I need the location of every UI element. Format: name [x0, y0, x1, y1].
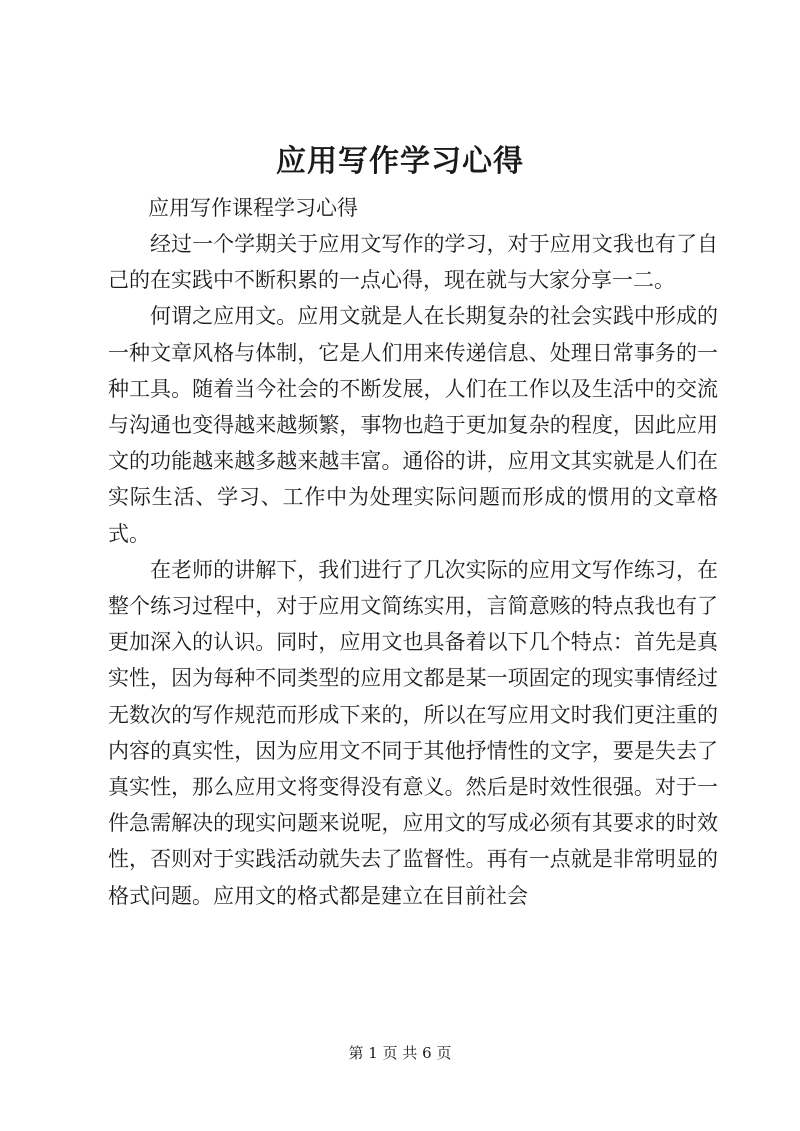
document-body	[108, 226, 718, 914]
paragraph-2: 何谓之应用文。应用文就是人在长期复杂的社会实践中形成的一种文章风格与体制，它是人们用来传递信息、处理日常事务的一种工具。随着当今社会的不断发展，人们在工作以及生活中的交流与沟通也变得越来越频繁，事物也趋于更加复杂的程度，因此应用文的功能越来越多越来越丰富。通俗的讲，应用文其实就是人们在实际生活、学习、工作中为处理实际问题而形成的惯用的文章格式。	[108, 304, 718, 546]
page-footer: 第 1 页 共 6 页	[348, 1044, 452, 1062]
subtitle: 应用写作课程学习心得	[148, 196, 358, 220]
paragraph-1: 经过一个学期关于应用文写作的学习，对于应用文我也有了自己的在实践中不断积累的一点心得，现在就与大家分享一二。	[108, 232, 718, 293]
page-title: 应用写作学习心得	[276, 144, 524, 179]
paragraph-3: 在老师的讲解下，我们进行了几次实际的应用文写作练习，在整个练习过程中，对于应用文简练实用，言简意赅的特点我也有了更加深入的认识。同时，应用文也具备着以下几个特点：首先是真实性，因为每种不同类型的应用文都是某一项固定的现实事情经过无数次的写作规范而形成下来的，所以在写应用文时我们更注重的内容的真实性，因为应用文不同于其他抒情性的文字，要是失去了真实性，那么应用文将变得没有意义。然后是时效性很强。对于一件急需解决的现实问题来说呢，应用文的写成必须有其要求的时效性，否则对于实践活动就失去了监督性。再有一点就是非常明显的格式问题。应用文的格式都是建立在目前社会	[108, 557, 718, 908]
